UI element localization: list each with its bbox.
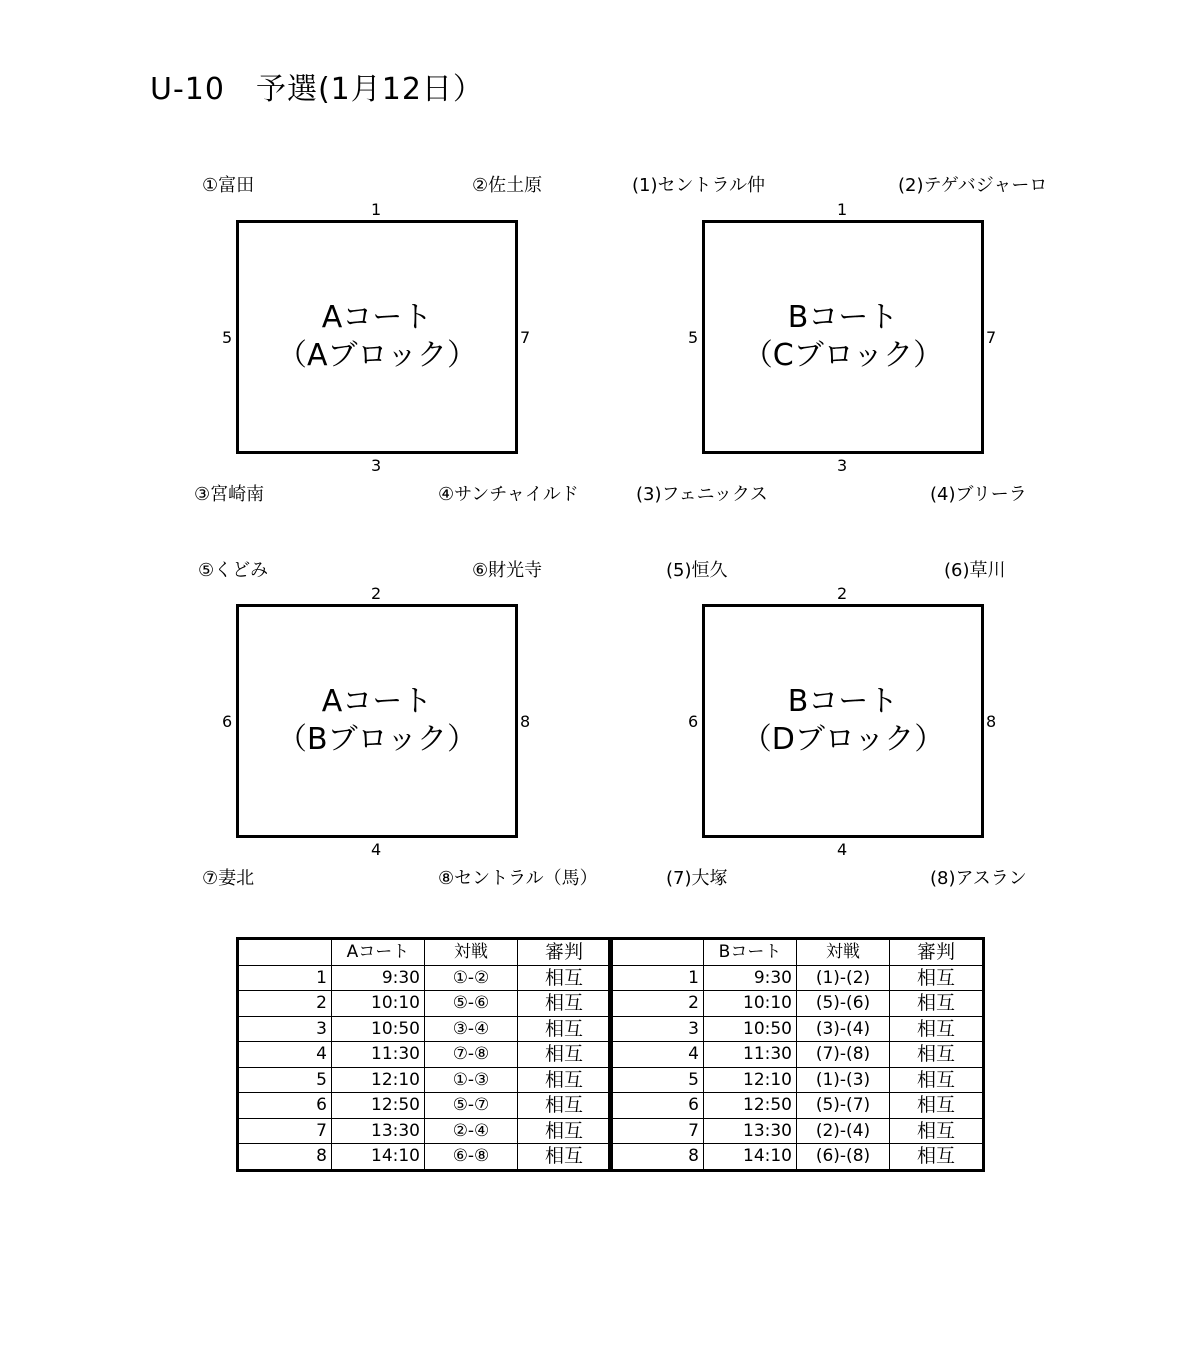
court-name: Bコート: [787, 300, 899, 335]
match-pairing: (7)-(8): [797, 1042, 890, 1068]
side-number-top: 1: [371, 200, 382, 219]
match-time: 13:30: [704, 1118, 797, 1144]
court-name: Aコート: [321, 300, 433, 335]
match-pairing: ⑤-⑥: [425, 991, 518, 1017]
table-header-row: [610, 939, 984, 966]
match-time: 12:10: [332, 1067, 425, 1093]
page-title: U-10 予選(1月12日）: [150, 72, 484, 107]
match-time: 14:10: [332, 1144, 425, 1171]
header-cell: [610, 939, 704, 966]
match-pairing: (2)-(4): [797, 1118, 890, 1144]
team-bottom-left: (7)大塚: [666, 868, 728, 889]
match-pairing: ①-②: [425, 965, 518, 991]
team-top-right: ②佐土原: [472, 175, 543, 196]
match-time: 10:50: [332, 1016, 425, 1042]
match-time: 10:10: [332, 991, 425, 1017]
schedule-table-b-court: [608, 937, 985, 1172]
match-number: 4: [238, 1042, 332, 1068]
referee: 相互: [518, 1042, 612, 1068]
referee: 相互: [890, 965, 984, 991]
referee: 相互: [890, 1042, 984, 1068]
team-top-right: (6)草川: [944, 560, 1006, 581]
match-time: 14:10: [704, 1144, 797, 1171]
table-row: [610, 1144, 984, 1171]
match-number: 8: [238, 1144, 332, 1171]
referee: 相互: [518, 1093, 612, 1119]
court-group: （Aブロック）: [277, 338, 477, 373]
match-time: 12:10: [704, 1067, 797, 1093]
table-row: [238, 1067, 612, 1093]
table-row: [610, 1118, 984, 1144]
table-row: [610, 991, 984, 1017]
table-row: [238, 991, 612, 1017]
referee: 相互: [518, 991, 612, 1017]
team-top-left: ⑤くどみ: [198, 560, 269, 581]
referee: 相互: [890, 1016, 984, 1042]
match-number: 2: [238, 991, 332, 1017]
referee: 相互: [518, 1144, 612, 1171]
match-time: 11:30: [332, 1042, 425, 1068]
side-number-bottom: 4: [837, 840, 848, 859]
header-cell: 審判: [890, 939, 984, 966]
match-number: 5: [238, 1067, 332, 1093]
header-cell: 審判: [518, 939, 612, 966]
team-bottom-right: ④サンチャイルド: [438, 484, 579, 505]
header-cell: 対戦: [797, 939, 890, 966]
match-number: 1: [610, 965, 704, 991]
match-time: 10:50: [704, 1016, 797, 1042]
court-name: Aコート: [321, 684, 433, 719]
match-time: 12:50: [332, 1093, 425, 1119]
table-header-row: [238, 939, 612, 966]
match-pairing: (5)-(6): [797, 991, 890, 1017]
match-pairing: (3)-(4): [797, 1016, 890, 1042]
table-row: [610, 1016, 984, 1042]
table-row: [610, 1067, 984, 1093]
referee: 相互: [890, 1118, 984, 1144]
header-cell: [238, 939, 332, 966]
side-number-top: 1: [837, 200, 848, 219]
match-number: 4: [610, 1042, 704, 1068]
referee: 相互: [890, 1093, 984, 1119]
header-cell: Bコート: [704, 939, 797, 966]
team-bottom-left: ③宮崎南: [194, 484, 265, 505]
header-cell: 対戦: [425, 939, 518, 966]
court-box: [702, 604, 984, 838]
side-number-left: 5: [222, 328, 233, 347]
match-pairing: (1)-(2): [797, 965, 890, 991]
court-group: （Bブロック）: [277, 722, 477, 757]
match-pairing: ②-④: [425, 1118, 518, 1144]
match-number: 8: [610, 1144, 704, 1171]
schedule-table-a-court: [236, 937, 613, 1172]
referee: 相互: [518, 1016, 612, 1042]
match-number: 6: [238, 1093, 332, 1119]
side-number-right: 8: [986, 712, 997, 731]
referee: 相互: [518, 965, 612, 991]
referee: 相互: [518, 1067, 612, 1093]
table-row: [610, 965, 984, 991]
match-pairing: ⑦-⑧: [425, 1042, 518, 1068]
match-time: 12:50: [704, 1093, 797, 1119]
side-number-right: 7: [986, 328, 997, 347]
team-bottom-right: (8)アスラン: [930, 868, 1027, 889]
match-pairing: (1)-(3): [797, 1067, 890, 1093]
team-bottom-right: ⑧セントラル（馬）: [438, 868, 598, 889]
side-number-bottom: 3: [837, 456, 848, 475]
table-row: [610, 1042, 984, 1068]
match-number: 3: [238, 1016, 332, 1042]
match-number: 7: [238, 1118, 332, 1144]
team-top-right: ⑥財光寺: [472, 560, 543, 581]
match-pairing: (5)-(7): [797, 1093, 890, 1119]
side-number-left: 5: [688, 328, 699, 347]
table-row: [238, 1118, 612, 1144]
table-row: [238, 1093, 612, 1119]
team-bottom-right: (4)ブリーラ: [930, 484, 1027, 505]
side-number-right: 8: [520, 712, 531, 731]
match-pairing: (6)-(8): [797, 1144, 890, 1171]
referee: 相互: [890, 1144, 984, 1171]
match-pairing: ⑥-⑧: [425, 1144, 518, 1171]
court-group: （Cブロック）: [742, 338, 944, 373]
team-top-left: (5)恒久: [666, 560, 728, 581]
table-row: [610, 1093, 984, 1119]
match-number: 7: [610, 1118, 704, 1144]
table-row: [238, 1144, 612, 1171]
match-number: 2: [610, 991, 704, 1017]
side-number-bottom: 4: [371, 840, 382, 859]
referee: 相互: [890, 991, 984, 1017]
side-number-right: 7: [520, 328, 531, 347]
team-bottom-left: (3)フェニックス: [636, 484, 768, 505]
match-number: 6: [610, 1093, 704, 1119]
header-cell: Aコート: [332, 939, 425, 966]
match-time: 11:30: [704, 1042, 797, 1068]
table-row: [238, 1016, 612, 1042]
team-top-right: (2)テゲバジャーロ: [898, 175, 1048, 196]
table-row: [238, 1042, 612, 1068]
match-time: 9:30: [704, 965, 797, 991]
match-number: 1: [238, 965, 332, 991]
match-number: 3: [610, 1016, 704, 1042]
match-number: 5: [610, 1067, 704, 1093]
match-pairing: ①-③: [425, 1067, 518, 1093]
match-time: 13:30: [332, 1118, 425, 1144]
team-top-left: (1)セントラル仲: [632, 175, 765, 196]
side-number-top: 2: [371, 584, 382, 603]
match-time: 9:30: [332, 965, 425, 991]
court-group: （Dブロック）: [741, 722, 945, 757]
team-bottom-left: ⑦妻北: [202, 868, 255, 889]
referee: 相互: [890, 1067, 984, 1093]
match-pairing: ⑤-⑦: [425, 1093, 518, 1119]
side-number-left: 6: [222, 712, 233, 731]
side-number-left: 6: [688, 712, 699, 731]
match-time: 10:10: [704, 991, 797, 1017]
court-name: Bコート: [787, 684, 899, 719]
side-number-top: 2: [837, 584, 848, 603]
table-row: [238, 965, 612, 991]
referee: 相互: [518, 1118, 612, 1144]
match-pairing: ③-④: [425, 1016, 518, 1042]
side-number-bottom: 3: [371, 456, 382, 475]
team-top-left: ①富田: [202, 175, 255, 196]
